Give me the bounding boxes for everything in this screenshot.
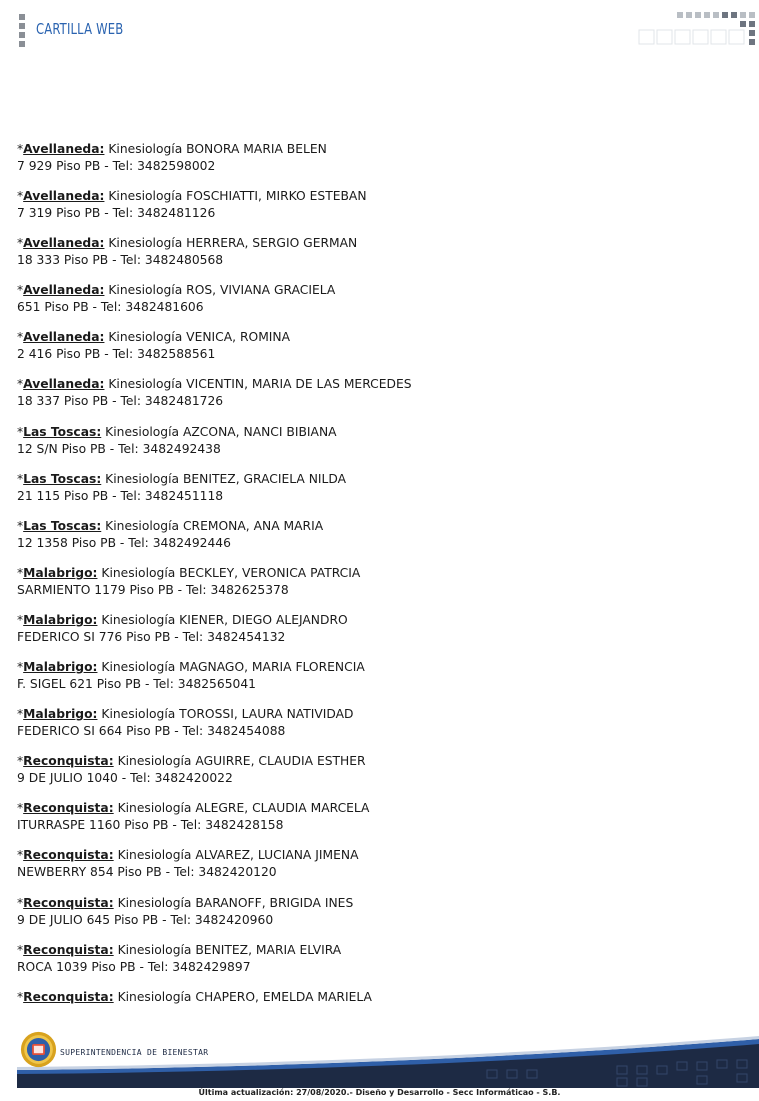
provider-name: Kinesiología HERRERA, SERGIO GERMAN — [108, 236, 358, 251]
city-link[interactable]: Avellaneda: — [23, 142, 105, 156]
provider-address: 7 319 Piso PB - Tel: 3482481126 — [17, 206, 216, 221]
list-item: *Reconquista: Kinesiología ALVAREZ, LUCIANA JIMENA NEWBERRY 854 Piso PB - Tel: 3482420120 — [17, 847, 737, 881]
provider-address: 12 S/N Piso PB - Tel: 3482492438 — [17, 441, 221, 456]
provider-name: Kinesiología BONORA MARIA BELEN — [108, 142, 327, 156]
provider-name: Kinesiología CHAPERO, EMELDA MARIELA — [117, 989, 372, 1004]
page-title: CARTILLA WEB — [36, 20, 124, 38]
provider-address: 7 929 Piso PB - Tel: 3482598002 — [17, 159, 216, 173]
list-item: *Malabrigo: Kinesiología MAGNAGO, MARIA FLORENCIA F. SIGEL 621 Piso PB - Tel: 3482565041 — [17, 659, 737, 693]
list-item: *Reconquista: Kinesiología BENITEZ, MARIA ELVIRA ROCA 1039 Piso PB - Tel: 3482429897 — [17, 942, 737, 976]
city-link[interactable]: Reconquista: — [23, 754, 114, 769]
provider-address: F. SIGEL 621 Piso PB - Tel: 3482565041 — [17, 677, 256, 692]
list-item: *Avellaneda: Kinesiología VICENTIN, MARIA DE LAS MERCEDES 18 337 Piso PB - Tel: 3482481726 — [17, 376, 737, 410]
provider-address: ROCA 1039 Piso PB - Tel: 3482429897 — [17, 959, 251, 974]
city-link[interactable]: Malabrigo: — [23, 707, 98, 722]
provider-name: Kinesiología BECKLEY, VERONICA PATRCIA — [101, 565, 361, 580]
list-item: *Reconquista: Kinesiología AGUIRRE, CLAUDIA ESTHER 9 DE JULIO 1040 - Tel: 3482420022 — [17, 753, 737, 787]
provider-address: 2 416 Piso PB - Tel: 3482588561 — [17, 347, 216, 362]
corner-squares-icon — [634, 0, 759, 48]
header-bar-icon — [19, 14, 25, 47]
provider-address: 9 DE JULIO 1040 - Tel: 3482420022 — [17, 771, 233, 786]
city-link[interactable]: Malabrigo: — [23, 612, 98, 627]
provider-name: Kinesiología BARANOFF, BRIGIDA INES — [117, 895, 354, 910]
city-link[interactable]: Las Toscas: — [23, 424, 102, 439]
city-link[interactable]: Avellaneda: — [23, 283, 105, 298]
list-item: *Las Toscas: Kinesiología BENITEZ, GRACIELA NILDA 21 115 Piso PB - Tel: 3482451118 — [17, 471, 737, 505]
organization-name: SUPERINTENDENCIA DE BIENESTAR — [60, 1048, 209, 1057]
city-link[interactable]: Las Toscas: — [23, 518, 102, 533]
list-item: *Avellaneda: Kinesiología ROS, VIVIANA GRACIELA 651 Piso PB - Tel: 3482481606 — [17, 282, 737, 316]
provider-name: Kinesiología TOROSSI, LAURA NATIVIDAD — [101, 707, 354, 722]
list-item: *Avellaneda: Kinesiología HERRERA, SERGIO GERMAN 18 333 Piso PB - Tel: 3482480568 — [17, 235, 737, 269]
provider-name: Kinesiología KIENER, DIEGO ALEJANDRO — [101, 612, 348, 627]
provider-name: Kinesiología AGUIRRE, CLAUDIA ESTHER — [117, 754, 366, 769]
list-item: *Las Toscas: Kinesiología AZCONA, NANCI BIBIANA 12 S/N Piso PB - Tel: 3482492438 — [17, 424, 737, 458]
list-item: *Malabrigo: Kinesiología TOROSSI, LAURA NATIVIDAD FEDERICO SI 664 Piso PB - Tel: 3482454088 — [17, 706, 737, 740]
seal-logo-icon — [20, 1031, 57, 1068]
city-link[interactable]: Malabrigo: — [23, 565, 98, 580]
list-item: *Avellaneda: Kinesiología VENICA, ROMINA 2 416 Piso PB - Tel: 3482588561 — [17, 329, 737, 363]
city-link[interactable]: Avellaneda: — [23, 236, 105, 251]
provider-address: 18 337 Piso PB - Tel: 3482481726 — [17, 394, 224, 409]
provider-address: FEDERICO SI 664 Piso PB - Tel: 3482454088 — [17, 724, 286, 739]
list-item: *Las Toscas: Kinesiología CREMONA, ANA MARIA 12 1358 Piso PB - Tel: 3482492446 — [17, 518, 737, 552]
provider-address: SARMIENTO 1179 Piso PB - Tel: 3482625378 — [17, 582, 289, 597]
provider-address: 21 115 Piso PB - Tel: 3482451118 — [17, 488, 224, 503]
provider-address: 9 DE JULIO 645 Piso PB - Tel: 3482420960 — [17, 912, 274, 927]
provider-name: Kinesiología CREMONA, ANA MARIA — [105, 518, 324, 533]
provider-address: 18 333 Piso PB - Tel: 3482480568 — [17, 253, 224, 268]
provider-name: Kinesiología ALVAREZ, LUCIANA JIMENA — [117, 848, 359, 863]
provider-name: Kinesiología ROS, VIVIANA GRACIELA — [108, 283, 336, 298]
city-link[interactable]: Reconquista: — [23, 801, 114, 816]
page-footer — [17, 1030, 759, 1088]
provider-address: 12 1358 Piso PB - Tel: 3482492446 — [17, 535, 231, 550]
list-item: *Malabrigo: Kinesiología BECKLEY, VERONICA PATRCIA SARMIENTO 1179 Piso PB - Tel: 3482625378 — [17, 565, 737, 599]
page-header — [0, 0, 759, 60]
provider-name: Kinesiología VICENTIN, MARIA DE LAS MERCEDES — [108, 377, 412, 392]
provider-name: Kinesiología FOSCHIATTI, MIRKO ESTEBAN — [108, 189, 367, 204]
footer-credits: Última actualización: 27/08/2020.- Diseño y Desarrollo - Secc Informáticao - S.B. — [198, 1088, 561, 1097]
footer-banner — [17, 1030, 759, 1088]
provider-address: 651 Piso PB - Tel: 3482481606 — [17, 300, 204, 315]
provider-name: Kinesiología ALEGRE, CLAUDIA MARCELA — [117, 801, 370, 816]
city-link[interactable]: Reconquista: — [23, 942, 114, 957]
provider-name: Kinesiología BENITEZ, MARIA ELVIRA — [117, 942, 342, 957]
list-item: *Reconquista: Kinesiología CHAPERO, EMELDA MARIELA — [17, 989, 372, 1004]
list-item: *Reconquista: Kinesiología BARANOFF, BRIGIDA INES 9 DE JULIO 645 Piso PB - Tel: 3482420960 — [17, 895, 737, 929]
city-link[interactable]: Avellaneda: — [23, 377, 105, 392]
city-link[interactable]: Reconquista: — [23, 848, 114, 863]
provider-name: Kinesiología AZCONA, NANCI BIBIANA — [105, 424, 337, 439]
list-item: *Avellaneda: Kinesiología FOSCHIATTI, MIRKO ESTEBAN 7 319 Piso PB - Tel: 3482481126 — [17, 188, 737, 222]
providers-list — [17, 141, 737, 1019]
provider-address: FEDERICO SI 776 Piso PB - Tel: 3482454132 — [17, 629, 286, 644]
city-link[interactable]: Reconquista: — [23, 895, 114, 910]
city-link[interactable]: Malabrigo: — [23, 660, 98, 675]
city-link[interactable]: Avellaneda: — [23, 330, 105, 345]
city-link[interactable]: Avellaneda: — [23, 189, 105, 204]
provider-name: Kinesiología BENITEZ, GRACIELA NILDA — [105, 471, 347, 486]
list-item: *Reconquista: Kinesiología ALEGRE, CLAUDIA MARCELA ITURRASPE 1160 Piso PB - Tel: 3482428158 — [17, 800, 737, 834]
list-item: *Malabrigo: Kinesiología KIENER, DIEGO ALEJANDRO FEDERICO SI 776 Piso PB - Tel: 3482454132 — [17, 612, 737, 646]
city-link[interactable]: Reconquista: — [23, 989, 114, 1004]
provider-address: NEWBERRY 854 Piso PB - Tel: 3482420120 — [17, 865, 277, 880]
city-link[interactable]: Las Toscas: — [23, 471, 102, 486]
provider-name: Kinesiología MAGNAGO, MARIA FLORENCIA — [101, 660, 365, 675]
provider-name: Kinesiología VENICA, ROMINA — [108, 330, 291, 345]
list-item: *Avellaneda: Kinesiología BONORA MARIA BELEN 7 929 Piso PB - Tel: 3482598002 — [17, 141, 737, 175]
provider-address: ITURRASPE 1160 Piso PB - Tel: 3482428158 — [17, 818, 284, 833]
